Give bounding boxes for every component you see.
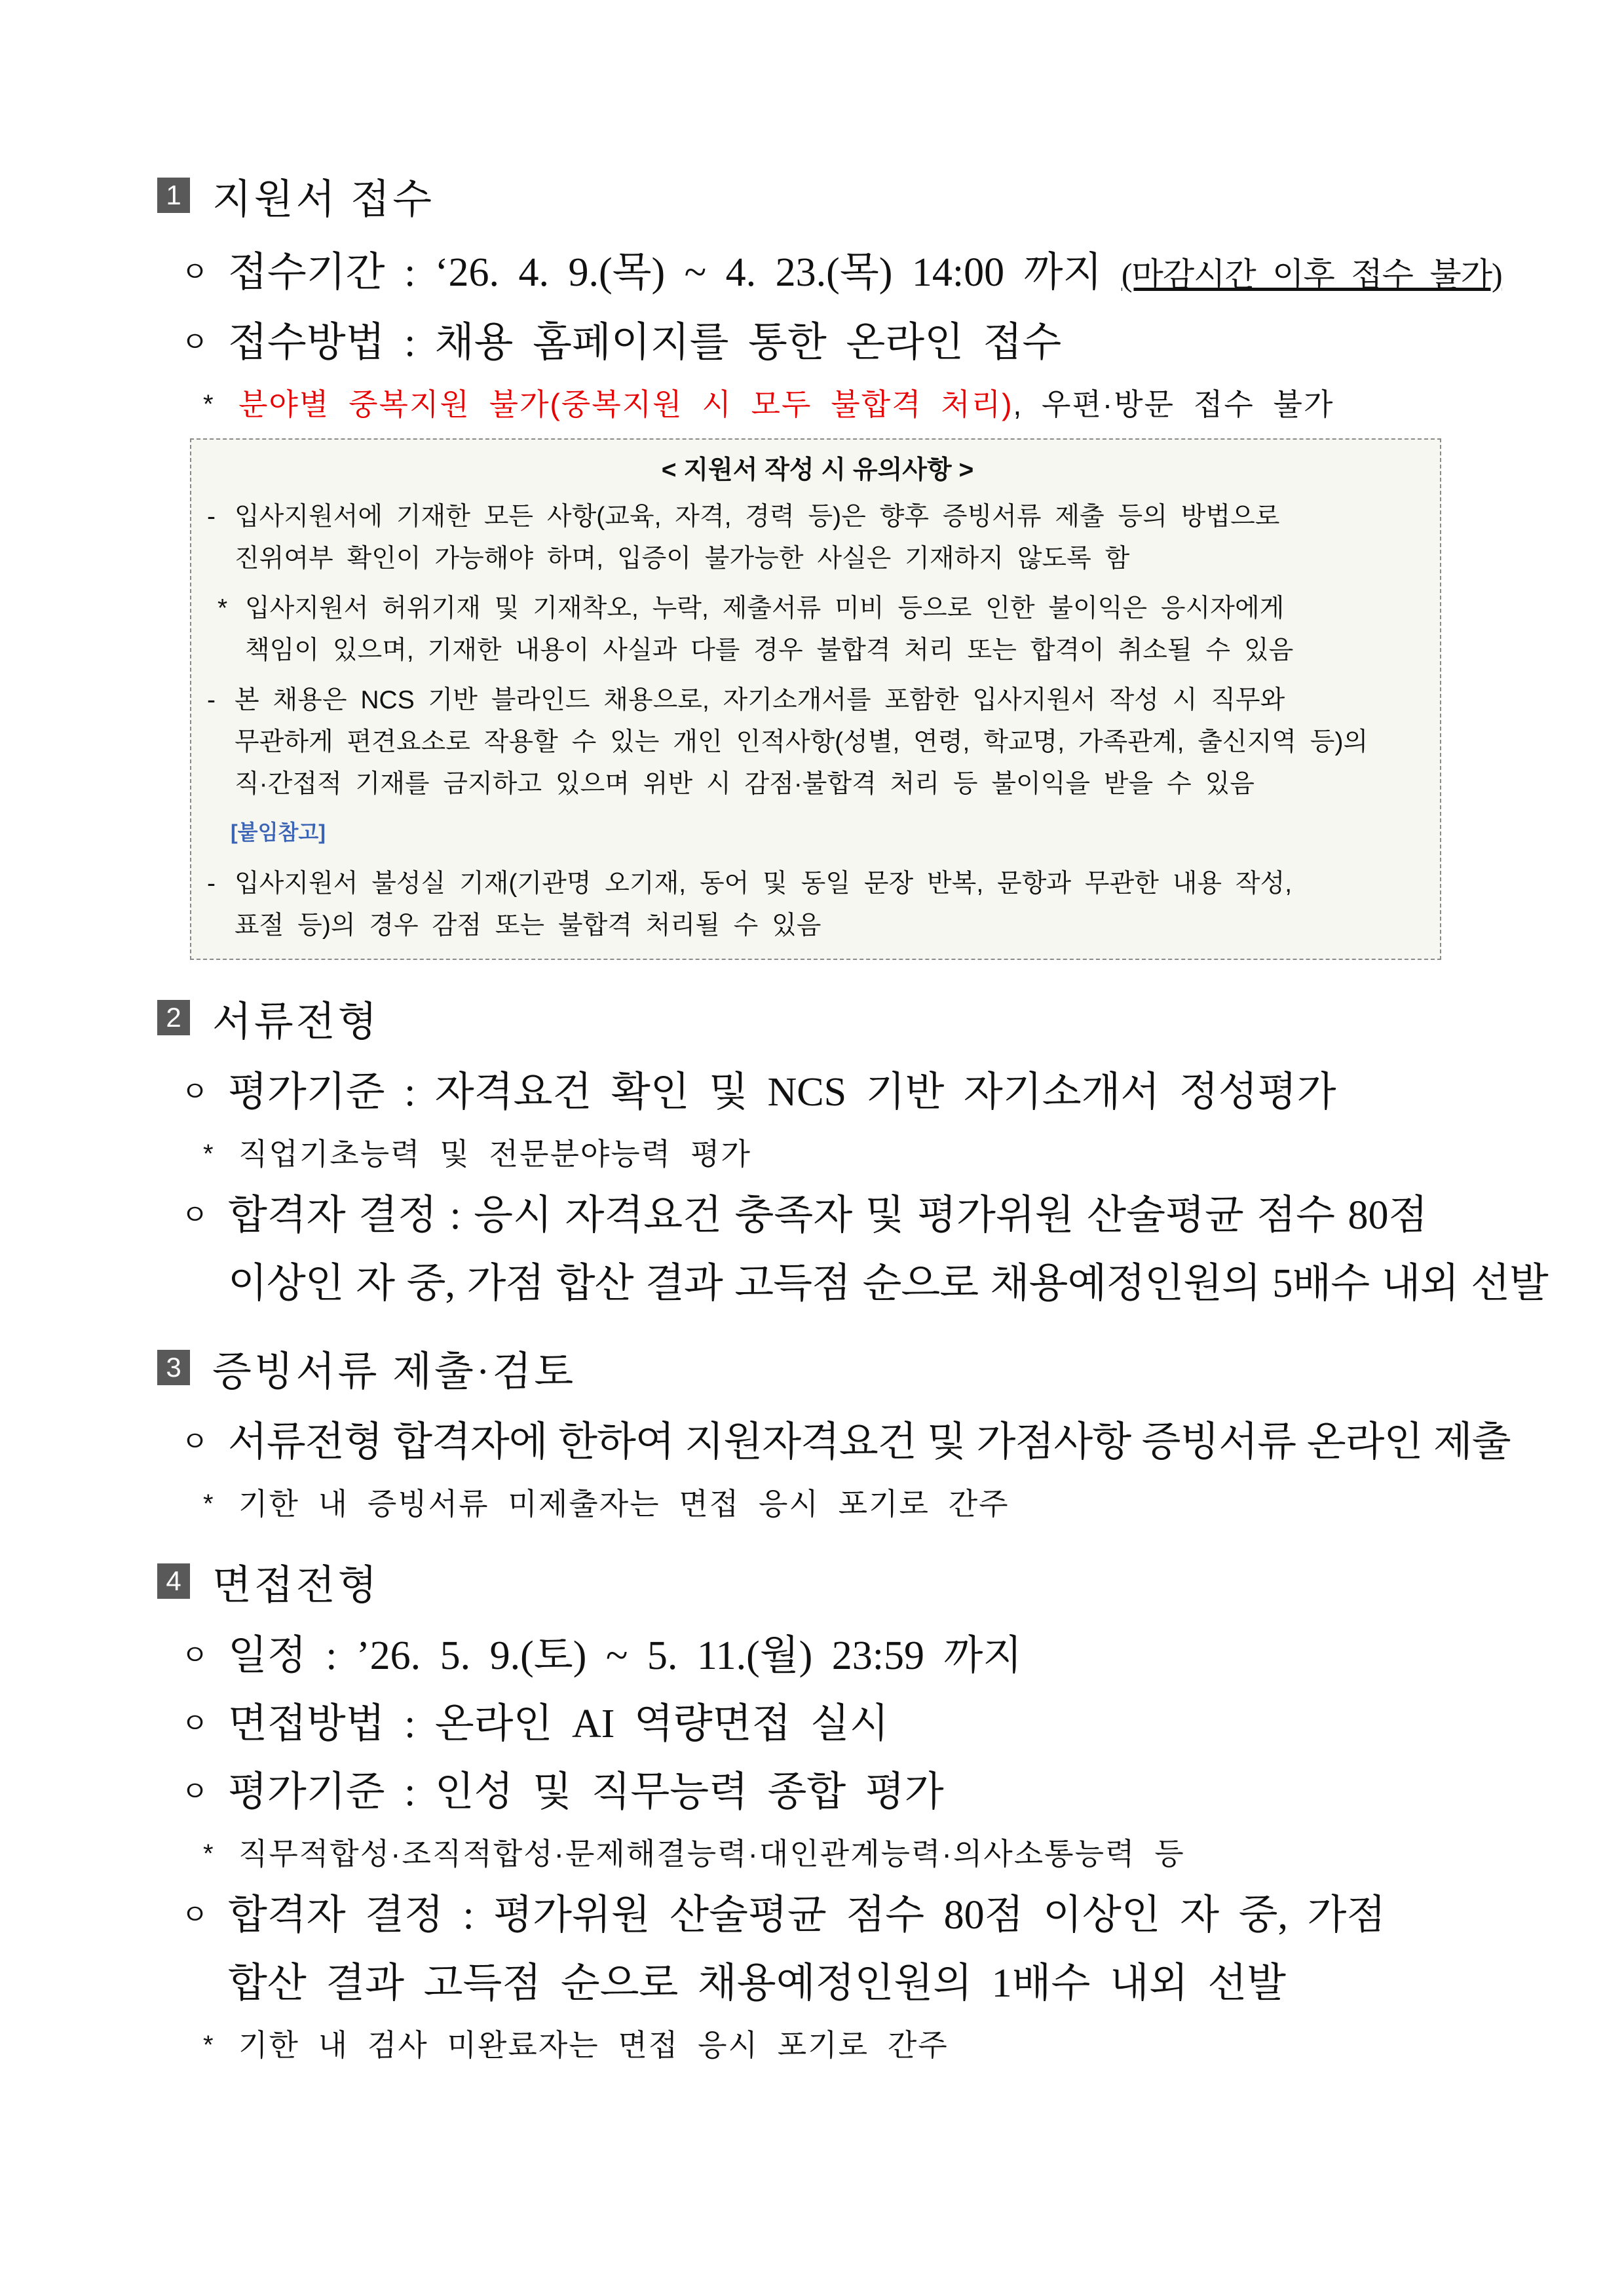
note-text: [238, 377, 1334, 432]
section-title: 면접전형: [212, 1563, 380, 1608]
caution-text: [235, 679, 1428, 805]
bullet-text: 서류전형 합격자에 한하여 지원자격요건 및 가점사항 증빙서류 온라인 제출: [228, 1420, 1511, 1464]
note-text: 직무적합성·조직적합성·문제해결능력·대인관계능력·의사소통능력 등: [238, 1837, 1185, 1871]
attachment-reference: [붙임참고]: [231, 820, 326, 844]
caution-item: [207, 679, 1428, 805]
bullet-mark: ㅇ: [181, 1426, 209, 1458]
caution-box-title: < 지원서 작성 시 유의사항 >: [661, 456, 974, 484]
caution-line: 표절 등)의 경우 감점 또는 불합격 처리될 수 있음: [235, 911, 821, 940]
decision-line: 합격자 결정 : 평가위원 산술평균 점수 80점 이상인 자 중, 가점: [228, 1893, 1386, 1938]
bullet-text: 면접방법 : 온라인 AI 역량면접 실시: [228, 1702, 889, 1746]
caution-line: 입사지원서에 기재한 모든 사항(교육, 자격, 경력 등)은 향후 증빙서류 제출 등의 방법으로: [235, 503, 1280, 531]
bullet-mark: ㅇ: [181, 1639, 209, 1672]
bullet-item: [157, 1881, 1467, 2018]
bullet-text: [228, 1181, 1548, 1318]
bullet-mark: ㅇ: [181, 256, 209, 288]
caution-text: [235, 496, 1428, 580]
bullet-item: [157, 239, 1502, 309]
dash-mark: -: [207, 503, 216, 531]
section-title: 증빙서류 제출·검토: [212, 1349, 576, 1394]
period-note: (마감시간 이후 접수 불가): [1121, 256, 1502, 293]
caution-item: [207, 496, 1428, 580]
caution-line: 직·간접적 기재를 금지하고 있으며 위반 시 감점·불합격 처리 등 불이익을 받을 수 있음: [235, 770, 1255, 798]
note-item: [203, 2018, 1467, 2073]
bullet-mark: ㅇ: [181, 326, 209, 358]
caution-line: 책임이 있으며, 기재한 내용이 사실과 다를 경우 불합격 처리 또는 합격이 취소될 수 있음: [245, 636, 1294, 664]
bullet-mark: ㅇ: [181, 1899, 209, 1931]
bullet-mark: ㅇ: [181, 1076, 209, 1108]
bullet-mark: ㅇ: [181, 1708, 209, 1740]
note-rest: , 우편·방문 접수 불가: [1013, 387, 1334, 421]
bullet-text: 일정 : ’26. 5. 9.(토) ~ 5. 11.(월) 23:59 까지: [228, 1634, 1023, 1678]
bullet-text: 접수방법 : 채용 홈페이지를 통한 온라인 접수: [228, 320, 1062, 365]
note-mark: *: [203, 1489, 214, 1518]
note-item: [203, 1476, 1467, 1531]
bullet-item: [157, 1408, 1511, 1476]
bullet-item: [157, 1690, 1467, 1758]
bullet-text: 평가기준 : 인성 및 직무능력 종합 평가: [228, 1770, 944, 1814]
caution-line: 진위여부 확인이 가능해야 하며, 입증이 불가능한 사실은 기재하지 않도록 함: [235, 545, 1130, 573]
bullet-item: [157, 1622, 1467, 1690]
dash-mark: -: [207, 870, 216, 898]
caution-line: 입사지원서 불성실 기재(기관명 오기재, 동어 및 동일 문장 반복, 문항과 무관한 내용 작성,: [235, 870, 1293, 898]
section-1-heading: [157, 164, 1467, 227]
duplicate-warning: 분야별 중복지원 불가(중복지원 시 모두 불합격 처리): [238, 387, 1013, 421]
decision-line: 이상인 자 중, 가점 합산 결과 고득점 순으로 채용예정인원의 5배수 내외 선발: [228, 1261, 1548, 1306]
section-4-heading: [157, 1550, 1467, 1613]
caution-line: 입사지원서 허위기재 및 기재착오, 누락, 제출서류 미비 등으로 인한 불이익은 응시자에게: [245, 594, 1285, 622]
section-2-heading: [157, 986, 1467, 1049]
note-item: [203, 377, 1467, 432]
caution-line: 무관하게 편견요소로 작용할 수 있는 개인 인적사항(성별, 연령, 학교명, 가족관계, 출신지역 등)의: [235, 728, 1369, 756]
bullet-mark: ㅇ: [181, 1199, 209, 1231]
decision-line: 합산 결과 고득점 순으로 채용예정인원의 1배수 내외 선발: [228, 1961, 1287, 2006]
dash-mark: -: [207, 686, 216, 714]
document-page: [157, 164, 1548, 2073]
caution-line: 본 채용은 NCS 기반 블라인드 채용으로, 자기소개서를 포함한 입사지원서 작성 시 직무와: [235, 686, 1285, 714]
section-title: 서류전형: [212, 999, 380, 1044]
note-text: 직업기초능력 및 전문분야능력 평가: [238, 1137, 751, 1171]
section-number: 3: [157, 1350, 190, 1385]
caution-text: [245, 588, 1428, 672]
note-text: 기한 내 증빙서류 미제출자는 면접 응시 포기로 간주: [238, 1487, 1010, 1521]
section-3-heading: [157, 1336, 1467, 1399]
caution-item: [217, 588, 1428, 672]
star-mark: *: [217, 594, 228, 622]
caution-item: [207, 863, 1428, 947]
note-item: [203, 1826, 1467, 1881]
section-title: 지원서 접수: [212, 177, 434, 222]
decision-line: 합격자 결정 : 응시 자격요건 충족자 및 평가위원 산술평균 점수 80점: [228, 1193, 1428, 1238]
section-number: 1: [157, 178, 190, 213]
bullet-item: [157, 1181, 1548, 1318]
caution-text: [235, 863, 1428, 947]
note-text: 기한 내 검사 미완료자는 면접 응시 포기로 간주: [238, 2028, 949, 2062]
note-mark: *: [203, 1839, 214, 1868]
bullet-item: [157, 309, 1467, 377]
note-item: [203, 1126, 1467, 1181]
bullet-item: [157, 1758, 1467, 1826]
bullet-mark: ㅇ: [181, 1776, 209, 1808]
bullet-text: [228, 239, 1502, 309]
bullet-text: [228, 1881, 1467, 2018]
bullet-item: [157, 1058, 1467, 1126]
caution-box: [190, 438, 1441, 960]
note-mark: *: [203, 1139, 214, 1168]
note-mark: *: [203, 390, 214, 419]
section-number: 4: [157, 1563, 190, 1599]
note-mark: *: [203, 2031, 214, 2059]
period-text: 접수기간 : ‘26. 4. 9.(목) ~ 4. 23.(목) 14:00 까지: [228, 250, 1103, 295]
section-number: 2: [157, 1000, 190, 1035]
bullet-text: 평가기준 : 자격요건 확인 및 NCS 기반 자기소개서 정성평가: [228, 1070, 1336, 1115]
